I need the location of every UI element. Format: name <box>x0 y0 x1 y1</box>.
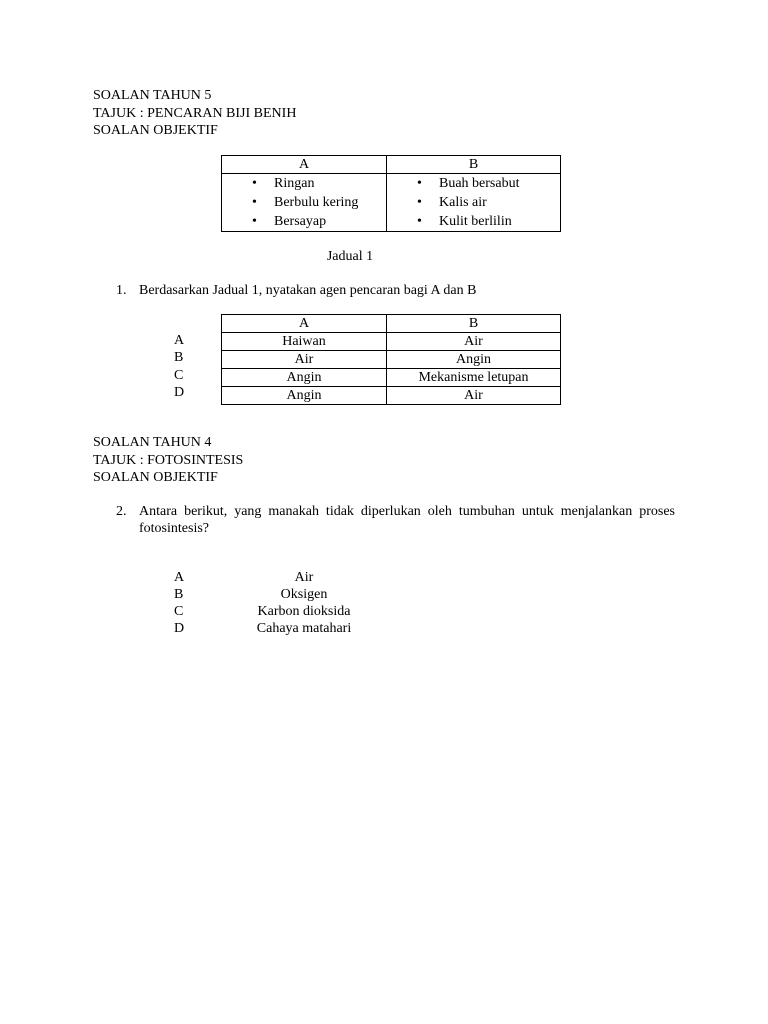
section2-topic: TAJUK : FOTOSINTESIS <box>93 453 244 468</box>
table-cell: Angin <box>222 369 387 387</box>
question2-number: 2. <box>116 504 127 519</box>
section1-topic: TAJUK : PENCARAN BIJI BENIH <box>93 106 297 121</box>
question1-text: Berdasarkan Jadual 1, nyatakan agen pencaran bagi A dan B <box>139 283 477 298</box>
table-cell: Angin <box>387 351 561 369</box>
table-row <box>222 369 561 387</box>
table1-col-a <box>222 174 387 232</box>
option-text: Air <box>294 570 314 585</box>
option-text: Karbon dioksida <box>257 604 351 619</box>
table-cell: Mekanisme letupan <box>387 369 561 387</box>
list-item: • Ringan <box>222 174 386 193</box>
table-characteristics <box>221 155 561 232</box>
table-row <box>222 351 561 369</box>
option-letter: B <box>174 587 184 602</box>
option-letter: A <box>174 333 185 348</box>
option-letter: C <box>174 368 184 383</box>
list-item: • Bersayap <box>222 212 386 231</box>
table1-header-b: B <box>387 156 561 174</box>
option-letter: C <box>174 604 184 619</box>
table1-header-a: A <box>222 156 387 174</box>
table1-col-b <box>387 174 561 232</box>
option-text: Cahaya matahari <box>256 621 352 636</box>
table-cell: Angin <box>222 387 387 405</box>
option-letter: D <box>174 385 185 400</box>
table-cell: Haiwan <box>222 333 387 351</box>
list-item: • Kulit berlilin <box>387 212 560 231</box>
list-item: • Buah bersabut <box>387 174 560 193</box>
section1-year: SOALAN TAHUN 5 <box>93 88 212 103</box>
option-letter: B <box>174 350 184 365</box>
section1-type: SOALAN OBJEKTIF <box>93 123 218 138</box>
table2-header-a: A <box>222 315 387 333</box>
table-row <box>222 333 561 351</box>
question1-number: 1. <box>116 283 127 298</box>
table-cell: Air <box>222 351 387 369</box>
option-text: Oksigen <box>280 587 328 602</box>
table1-caption: Jadual 1 <box>326 249 374 264</box>
table-row <box>222 387 561 405</box>
question2-text: Antara berikut, yang manakah tidak diperlukan oleh tumbuhan untuk menjalankan proses fotosintesis? <box>139 504 675 536</box>
table-answer-options <box>221 314 561 405</box>
table-cell: Air <box>387 333 561 351</box>
list-item: • Kalis air <box>387 193 560 212</box>
table-cell: Air <box>387 387 561 405</box>
option-letter: A <box>174 570 185 585</box>
section2-type: SOALAN OBJEKTIF <box>93 470 218 485</box>
list-item: • Berbulu kering <box>222 193 386 212</box>
section2-year: SOALAN TAHUN 4 <box>93 435 212 450</box>
option-letter: D <box>174 621 185 636</box>
table2-header-b: B <box>387 315 561 333</box>
